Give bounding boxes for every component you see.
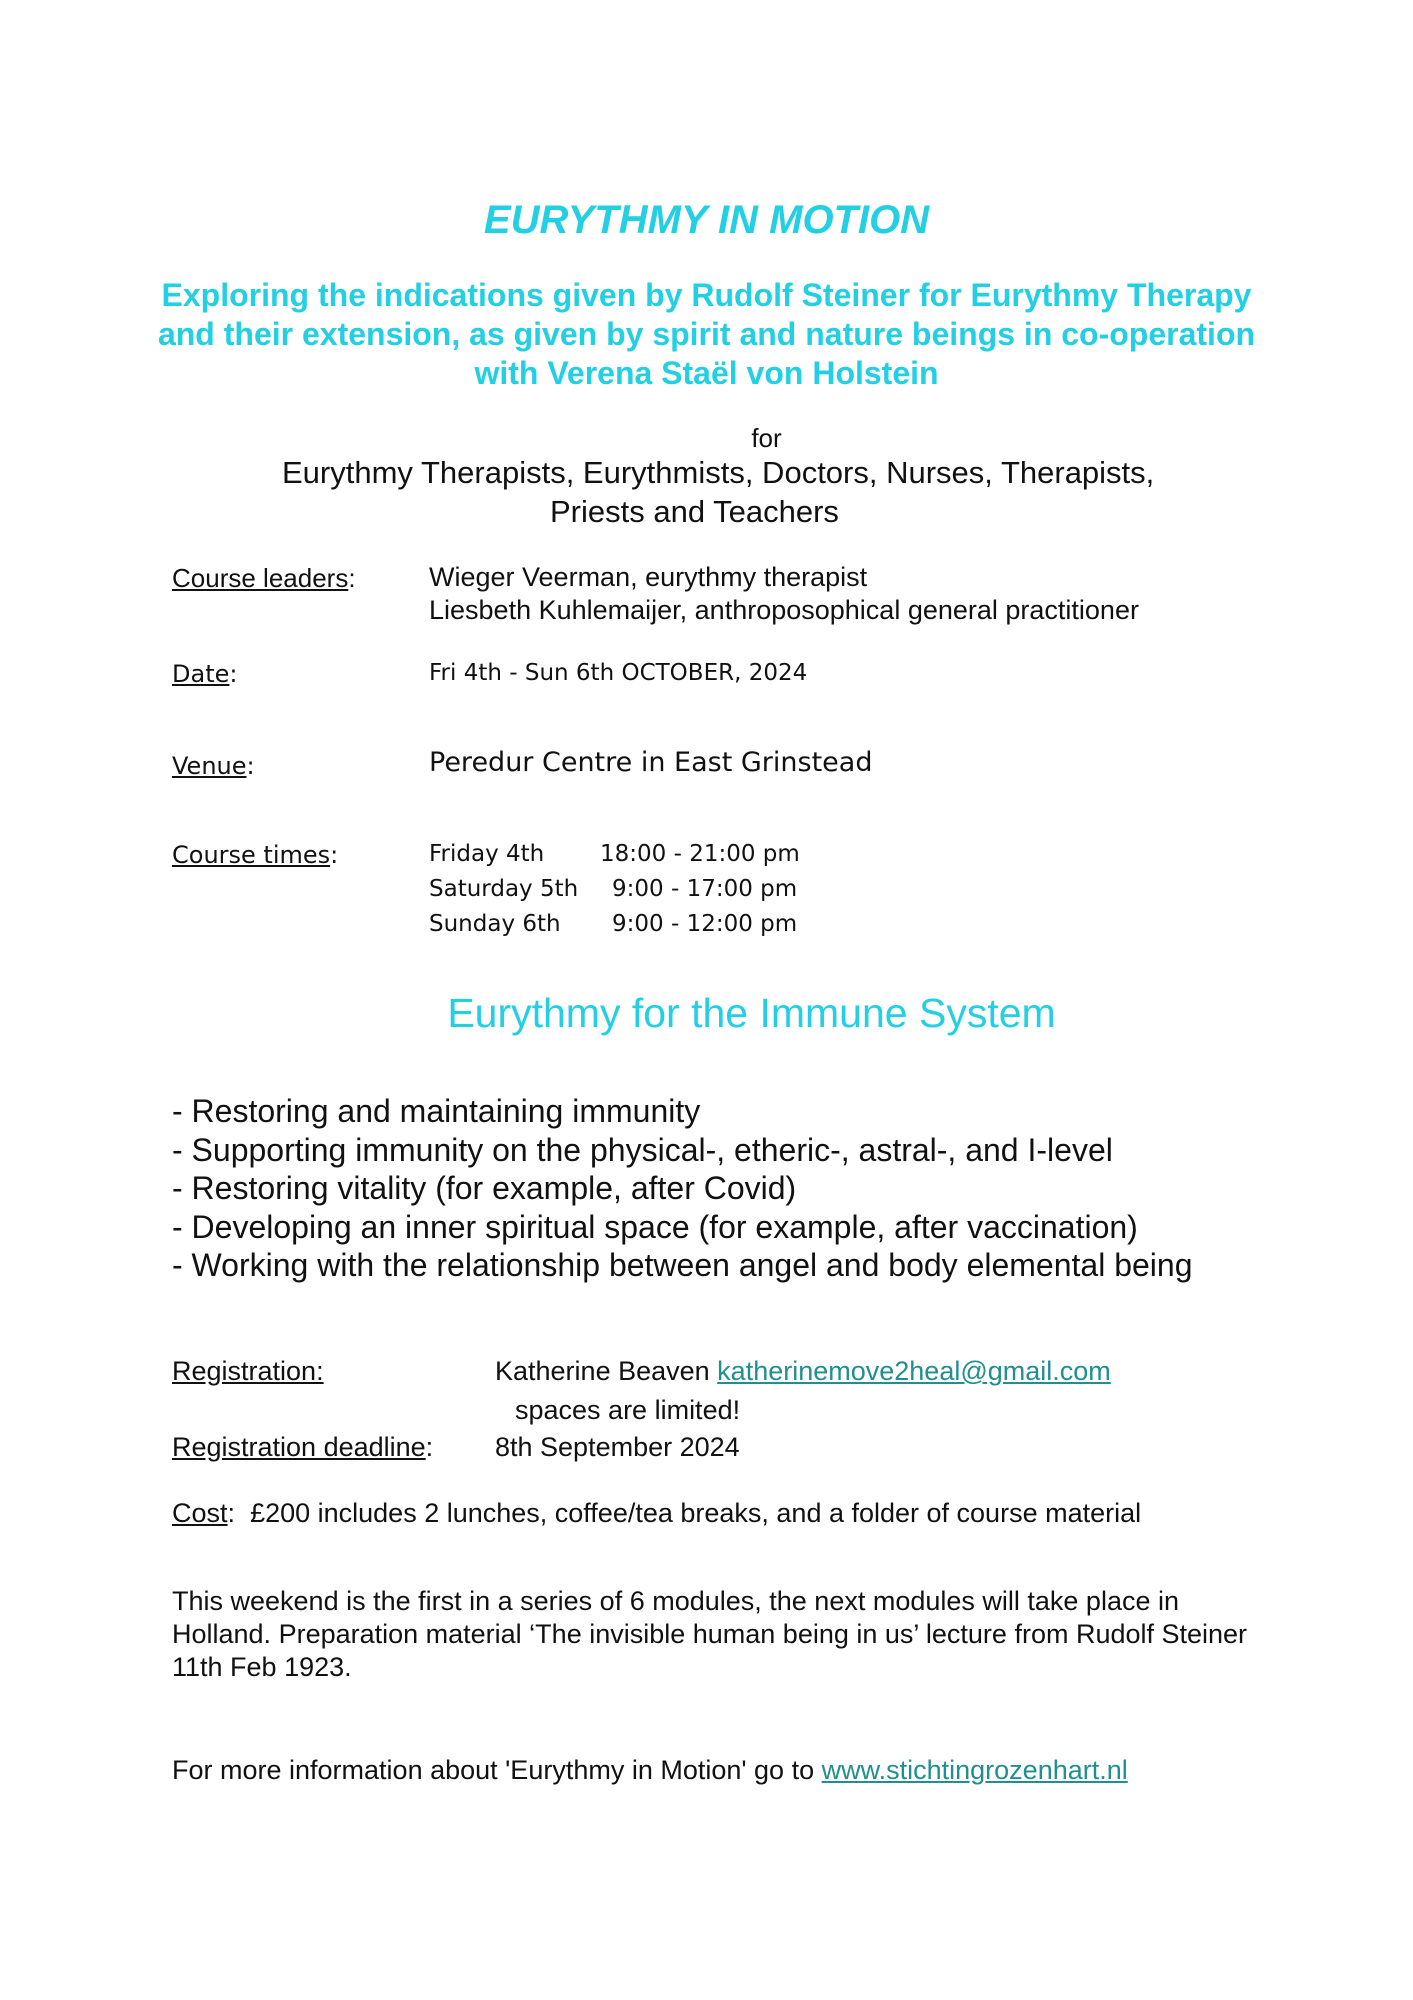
course-time-value: 9:00 - 17:00 pm: [612, 876, 798, 902]
date-label-row: [172, 660, 237, 688]
audience-line-1: Eurythmy Therapists, Eurythmists, Doctors, Nurses, Therapists,: [282, 455, 1155, 490]
course-time-day: Friday 4th: [429, 841, 545, 867]
course-leaders-label-row: [172, 563, 356, 594]
course-leader-1: Wieger Veerman, eurythmy therapist: [429, 562, 868, 592]
deadline-label: Registration deadline: [172, 1432, 426, 1462]
course-time-value: 18:00 - 21:00 pm: [600, 841, 800, 867]
colon: :: [229, 660, 238, 688]
colon: :: [348, 563, 356, 593]
registration-contact-name: Katherine Beaven: [495, 1356, 710, 1386]
bullet-item: - Working with the relationship between angel and body elemental being: [172, 1247, 1193, 1283]
cost-row: [172, 1498, 1141, 1529]
venue-label: Venue: [172, 752, 247, 780]
colon: :: [227, 1498, 236, 1528]
bullet-item: - Supporting immunity on the physical-, etheric-, astral-, and I-level: [172, 1132, 1113, 1168]
colon: :: [330, 841, 339, 869]
course-leader-2: Liesbeth Kuhlemaijer, anthroposophical general practitioner: [429, 595, 1139, 625]
venue-value: Peredur Centre in East Grinstead: [429, 747, 873, 778]
website-link[interactable]: www.stichtingrozenhart.nl: [821, 1755, 1128, 1785]
colon: :: [425, 1432, 434, 1462]
colon: :: [246, 752, 255, 780]
course-times-label: Course times: [172, 841, 331, 869]
section-heading: Eurythmy for the Immune System: [447, 990, 1056, 1036]
course-times-label-row: [172, 841, 338, 869]
series-paragraph: This weekend is the first in a series of 6 modules, the next modules will take place in Holland. Preparation material ‘The invisible human being in us’ lecture from Rudolf Steiner 11th Feb 1923.: [172, 1586, 1248, 1682]
more-info-row: [172, 1755, 1128, 1786]
venue-label-row: [172, 752, 255, 780]
bullet-item: - Developing an inner spiritual space (for example, after vaccination): [172, 1209, 1138, 1245]
deadline-label-row: [172, 1432, 433, 1463]
flyer-subtitle: Exploring the indications given by Rudolf Steiner for Eurythmy Therapy and their extension, as given by spirit and nature beings in co-operation with Verena Staël von Holstein: [157, 277, 1256, 391]
bullet-item: - Restoring vitality (for example, after Covid): [172, 1170, 797, 1206]
bullet-item: - Restoring and maintaining immunity: [172, 1093, 701, 1129]
course-time-day: Sunday 6th: [429, 911, 561, 937]
audience-for: for: [751, 423, 782, 453]
registration-label: Registration:: [172, 1356, 324, 1386]
audience-line-2: Priests and Teachers: [550, 494, 839, 529]
registration-contact: [495, 1356, 1111, 1387]
more-info-text: For more information about 'Eurythmy in Motion' go to: [172, 1755, 815, 1785]
deadline-value: 8th September 2024: [495, 1432, 740, 1462]
course-leaders-label: Course leaders: [172, 563, 349, 593]
cost-label: Cost: [172, 1498, 228, 1528]
cost-text: £200 includes 2 lunches, coffee/tea breaks, and a folder of course material: [250, 1498, 1142, 1528]
registration-email-link[interactable]: katherinemove2heal@gmail.com: [717, 1356, 1111, 1386]
date-label: Date: [172, 660, 230, 688]
date-value: Fri 4th - Sun 6th OCTOBER, 2024: [429, 660, 808, 686]
course-time-day: Saturday 5th: [429, 876, 579, 902]
course-time-value: 9:00 - 12:00 pm: [612, 911, 798, 937]
flyer-title: EURYTHMY IN MOTION: [483, 198, 930, 242]
registration-note: spaces are limited!: [515, 1395, 741, 1425]
